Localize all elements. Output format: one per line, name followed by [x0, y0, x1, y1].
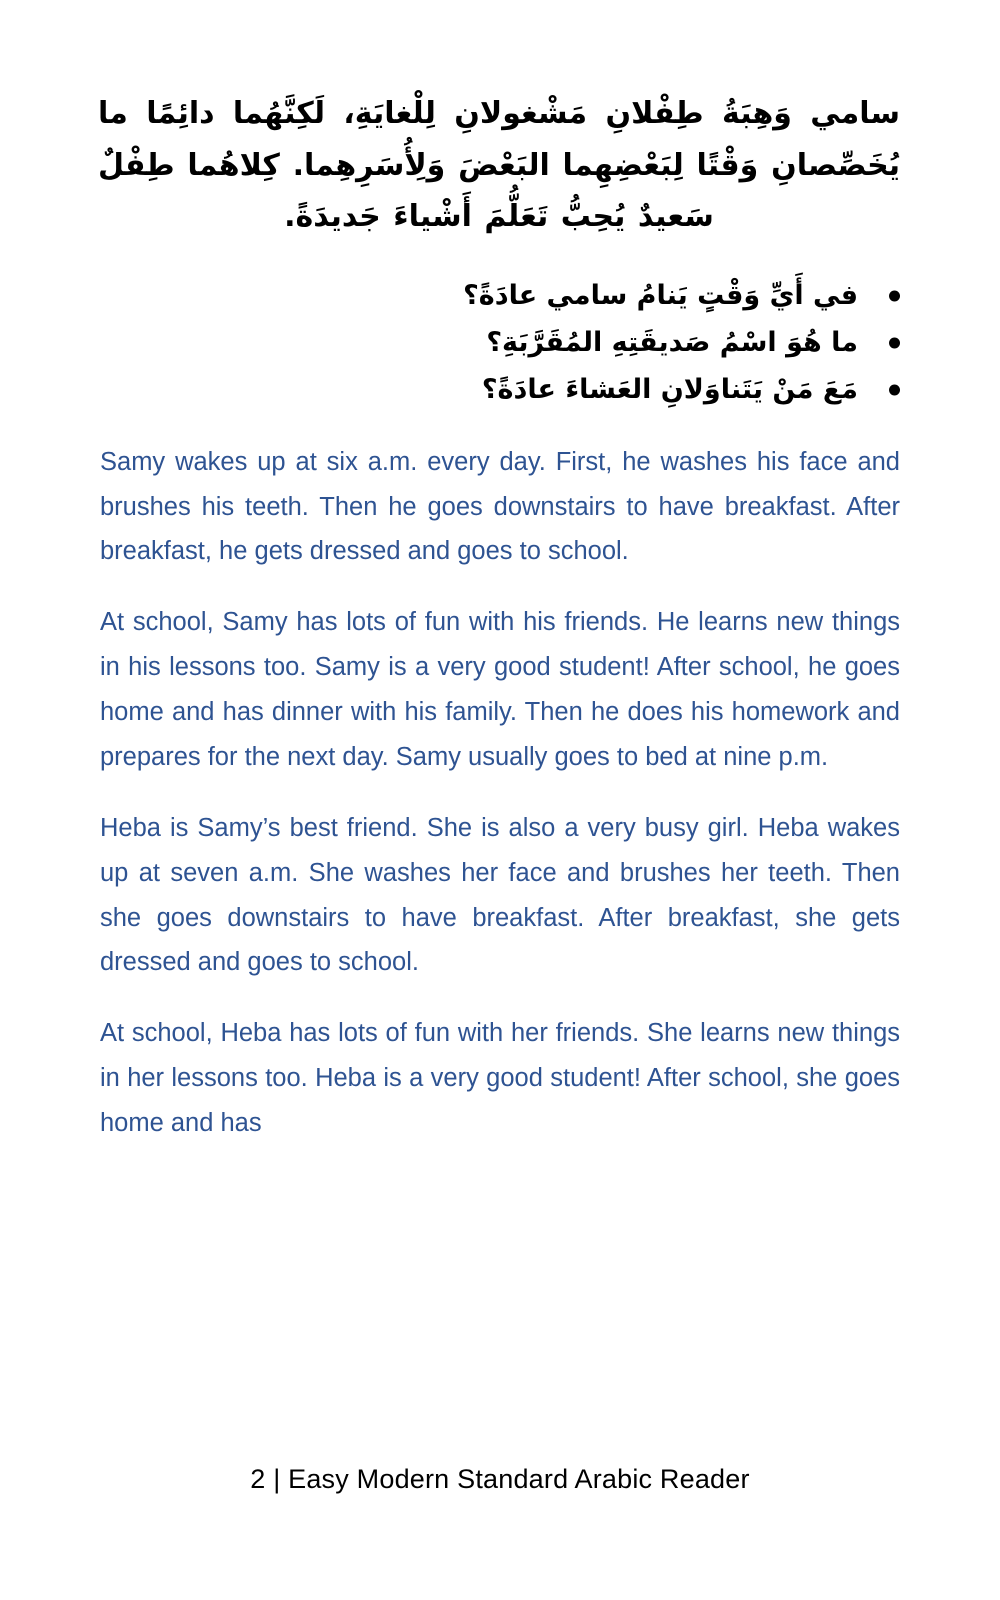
- list-item: [0, 367, 900, 414]
- arabic-question-text: في أَيِّ وَقْتٍ يَنامُ سامي عادَةً؟: [463, 279, 858, 311]
- list-item: [0, 320, 900, 367]
- english-translation-body: [0, 414, 1000, 1146]
- english-paragraph-1: Samy wakes up at six a.m. every day. First, he washes his face and brushes his teeth. Then he goes downstairs to have breakfast. After breakfast, he gets dressed and goes to school.: [100, 447, 900, 566]
- english-paragraph-3: Heba is Samy’s best friend. She is also a very busy girl. Heba wakes up at seven a.m. She washes her face and brushes her teeth. Then she goes downstairs to have breakfast. After breakfast, she gets dressed and goes to school.: [100, 813, 900, 977]
- bullet-dot-icon: [889, 385, 900, 396]
- arabic-intro-paragraph: سامي وَهِبَةُ طِفْلانِ مَشْغولانِ لِلْغايَةِ، لَكِنَّهُما دائِمًا ما يُخَصِّصانِ وَقْتًا لِبَعْضِهِما البَعْضَ وَلِأُسَرِهِما. كِلاهُما طِفْلٌ سَعيدٌ يُحِبُّ تَعَلُّمَ أَشْياءَ جَديدَةً.: [98, 96, 900, 235]
- page-footer: 2 | Easy Modern Standard Arabic Reader: [250, 1464, 750, 1494]
- list-item: [0, 273, 900, 320]
- english-paragraph-2: At school, Samy has lots of fun with his friends. He learns new things in his lessons too. Samy is a very good student! After school, he goes home and has dinner with his family. Then he does his homework and prepares for the next day. Samy usually goes to bed at nine p.m.: [100, 608, 900, 771]
- arabic-question-list: [0, 243, 1000, 414]
- bullet-dot-icon: [889, 338, 900, 349]
- bullet-dot-icon: [889, 291, 900, 302]
- arabic-question-text: ما هُوَ اسْمُ صَديقَتِهِ المُقَرَّبَةِ؟: [486, 326, 858, 358]
- arabic-question-text: مَعَ مَنْ يَتَناوَلانِ العَشاءَ عادَةً؟: [481, 373, 858, 405]
- english-paragraph-4: At school, Heba has lots of fun with her friends. She learns new things in her lessons too. Heba is a very good student! After school, she goes home and has: [100, 1019, 900, 1138]
